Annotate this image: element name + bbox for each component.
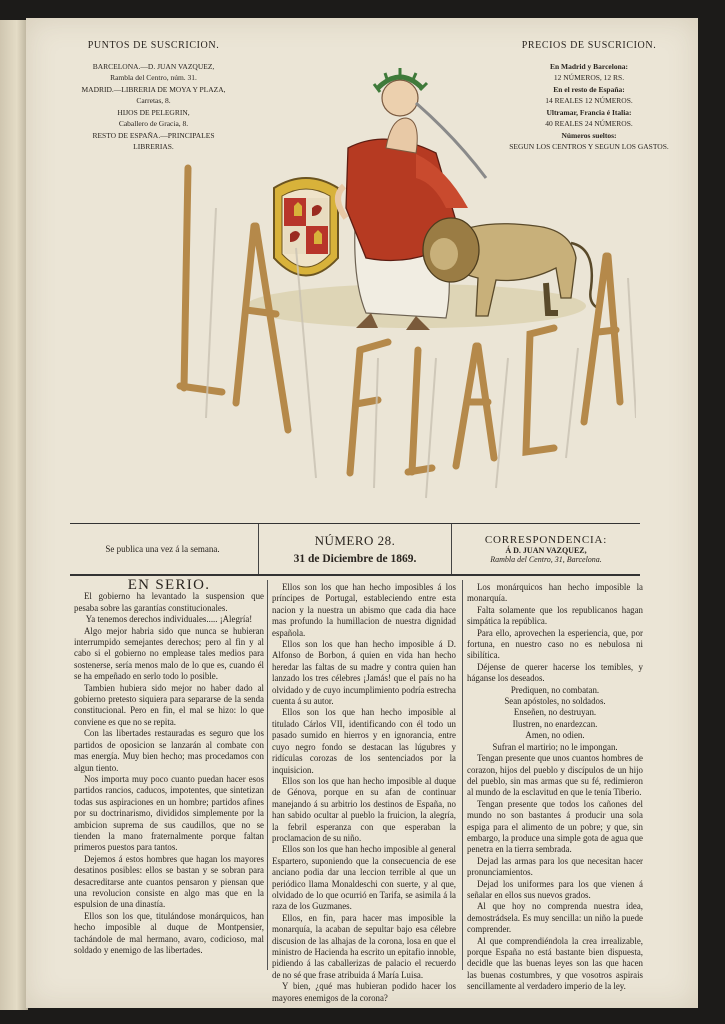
column-divider: [267, 580, 268, 970]
correspondence-title: CORRESPONDENCIA:: [484, 534, 608, 546]
paragraph: Algo mejor habria sido que nunca se hubieran interrumpido semejantes derechos; pero al fin y al cabo si el gobierno no emplease tales medios para sostenerse, sería menos malo de lo que es, cuando él se ha empeñado en serlo todo lo posible.: [74, 625, 264, 682]
coat-of-arms-shield: [274, 178, 338, 276]
paragraph: Dejad las armas para los que necesitan hacer pronunciamientos.: [467, 855, 643, 878]
price-line: 12 NÚMEROS, 12 RS.: [553, 73, 625, 82]
paragraph: Enseñen, no destruyan.: [513, 707, 597, 718]
issue-info-band: [70, 523, 640, 576]
price-line: Números sueltos:: [561, 130, 617, 140]
paragraph: Sean apóstoles, no soldados.: [504, 696, 606, 707]
subscription-points-title: PUNTOS DE SUSCRICION.: [87, 40, 220, 51]
paragraph: Para ello, aprovechen la esperiencia, que, por fortuna, en nuestro caso no es nebulosa ni sibilítica.: [467, 627, 643, 661]
paragraph: Al que comprendiéndola la crea irrealizable, porque España no está bastante bien dispuesta, decidle que las buenas leyes son las que hacen las buenas costumbres, y que vosotros aspirais sencillamente al verdadero imperio de la ley.: [467, 935, 643, 992]
subscription-line: Caballero de Gracia, 8.: [118, 119, 189, 128]
article-column-3: [467, 582, 643, 993]
paragraph: Al que hoy no comprenda nuestra idea, demostrádsela. Es muy sencilla: un niño la puede comprender.: [467, 901, 643, 935]
paragraph: Nos importa muy poco cuanto puedan hacer esos partidos rancios, caducos, impotentes, que sintetizan todas sus aspiraciones en un hombre; partidos afines por su doctrinarismo, divididos simplemente por la ambicion suprema de sus caudillos, que no se tienden la mano fraternalmente porque faltan primeros puestos para tantos.: [74, 773, 264, 853]
subscription-prices-title: PRECIOS DE SUSCRICION.: [521, 40, 657, 51]
correspondence-address: Rambla del Centro, 31, Barcelona.: [490, 555, 602, 564]
paragraph: Ellos son los que han hecho imposible al duque de Génova, porque en su afan de continuar manejando á su arbitrio los destinos de España, no han sabido ocultar al pueblo la fruicion, la alegría, la febril esperanza con que esperaban la proclamacion de su niño.: [272, 775, 456, 843]
article-column-1: [74, 577, 264, 956]
issue-date: 31 de Diciembre de 1869.: [293, 553, 417, 565]
paragraph: Ilustren, no enardezcan.: [512, 718, 598, 729]
paragraph: Tambien hubiera sido mejor no haber dado al gobierno pretesto siquiera para separarse de la senda constitucional. Pero en fin, el mal se hizo: lo que conviene es que no se repita.: [74, 682, 264, 727]
price-line: En Madrid y Barcelona:: [550, 61, 628, 71]
subscription-line: HIJOS DE PELEGRIN,: [117, 107, 190, 117]
issue-cell: [258, 524, 452, 574]
paragraph: Falta solamente que los republicanos hagan simpática la república.: [467, 604, 643, 627]
issue-number: NÚMERO 28.: [314, 533, 396, 548]
paragraph: Ellos son los que han hecho imposibles á los príncipes de Portugal, estableciendo entre esta nacion y la nuestra un abismo que cada dia hace mas profundo la humillacion de nuestra dignidad española.: [272, 582, 456, 638]
column-divider: [462, 580, 463, 970]
paragraph: Dejad los uniformes para los que vienen á señalar en ellos sus nuevos grados.: [467, 878, 643, 900]
price-line: SEGUN LOS CENTROS Y SEGUN LOS GASTOS.: [509, 142, 669, 151]
price-line: Ultramar, Francia é Italia:: [546, 107, 632, 117]
article-column-2: [272, 582, 456, 1004]
paragraph: Ellos son los que han hecho imposible al titulado Cárlos VII, identificando con él todo un pasado sumido en hierros y en ignorancia, entre cuyo negro fondo se destacan las lúgubres y ridículas corozas de los sentenciados por la inquisicion.: [272, 707, 456, 775]
article-title: EN SERIO.: [127, 577, 211, 593]
paragraph: Amen, no odien.: [525, 730, 585, 741]
subscription-line: LIBRERIAS.: [133, 142, 174, 151]
left-page-edge: [0, 20, 28, 1010]
subscription-line: MADRID.—LIBRERIA DE MOYA Y PLAZA,: [81, 84, 226, 94]
paragraph: Ya tenemos derechos individuales..... ¡Alegría!: [85, 614, 253, 625]
subscription-line: Rambla del Centro, núm. 31.: [110, 73, 197, 82]
masthead-illustration: [116, 58, 636, 503]
price-line: 40 REALES 24 NÚMEROS.: [545, 119, 633, 128]
paragraph: Y bien, ¿qué mas hubieran podido hacer los mayores enemigos de la corona?: [272, 981, 456, 1003]
price-line: En el resto de España:: [553, 84, 625, 94]
paragraph: El gobierno ha levantado la suspension que pesaba sobre las garantías constitucionales.: [74, 591, 264, 613]
paragraph: Ellos son los que, titulándose monárquicos, han hecho imposible al duque de Montpensier, tachándole de mal hermano, avaro, codicioso, mal soldado y enemigo de las libertades.: [74, 910, 264, 955]
subscription-line: Carretas, 8.: [136, 96, 171, 105]
paragraph: Dejemos á estos hombres que hagan los mayores desatinos posibles: ellos se bastan y se sobran para desacreditarse ante cuantos pensaron y piensan que una revolucion consiste en algo mas que en la espulsion de una dinastía.: [74, 853, 264, 910]
publication-frequency: Se publica una vez á la semana.: [105, 544, 220, 554]
newspaper-page: [26, 18, 698, 1008]
correspondence-cell: [452, 524, 640, 574]
subscription-line: RESTO DE ESPAÑA.—PRINCIPALES: [92, 130, 215, 140]
paragraph: Tengan presente que unos cuantos hombres de corazon, hijos del pueblo y discípulos de un hijo del pueblo, sin mas armas que su fé, redimieron al mundo de la esclavitud en que le tenía Tiberio.: [467, 753, 643, 798]
paragraph: Con las libertades restauradas es seguro que los partidos de oposicion se lanzarán al combate con mas energía. Muy bien hecho; mas procedamos con algun tiento.: [74, 728, 264, 773]
paragraph: Sufran el martirio; no le impongan.: [492, 741, 618, 752]
paragraph: Ellos son los que han hecho imposible á D. Alfonso de Borbon, á quien en vida han hecho heredar las faltas de su madre y contra quien han lanzado los tres célebres ¡Jamás! que el país no ha olvidado y de cuyo incumplimiento podría estrecha cuenta á su autor.: [272, 639, 456, 707]
paragraph: Ellos son los que han hecho imposible al general Espartero, suponiendo que la consecuencia de ese anciano podia dar una leccion terrible al que un periódico llama Monaldeschi con suerte, y al que, olvidado de lo que ocurrió en Tarifa, se asimila á la raza de los Guzmanes.: [272, 844, 456, 912]
frequency-cell: [70, 524, 255, 574]
paragraph: Prediquen, no combatan.: [510, 684, 600, 695]
correspondence-name: Á D. JUAN VAZQUEZ,: [505, 546, 587, 555]
paragraph: Tengan presente que todos los cañones del mundo no son bastantes á producir una sola espiga para el alimento de un pobre; y que, sin embargo, la produce una simple gota de agua que penetra en la tierra sembrada.: [467, 798, 643, 855]
price-line: 14 REALES 12 NÚMEROS.: [545, 96, 633, 105]
subscription-line: BARCELONA.—D. JUAN VAZQUEZ,: [92, 61, 215, 71]
paragraph: Déjense de querer hacerse los temibles, y háganse los deseados.: [467, 661, 643, 684]
paragraph: Ellos, en fin, para hacer mas imposible la monarquía, la acaban de sepultar bajo esa célebre discusion de las alhajas de la corona, losa en que el ministro de Hacienda ha escrito un epitafio innoble, pidiendo á las caballerizas de palacio el recuerdo de no sé que frase atribuida á María Luisa.: [272, 912, 456, 980]
paragraph: Los monárquicos han hecho imposible la monarquía.: [467, 582, 643, 604]
